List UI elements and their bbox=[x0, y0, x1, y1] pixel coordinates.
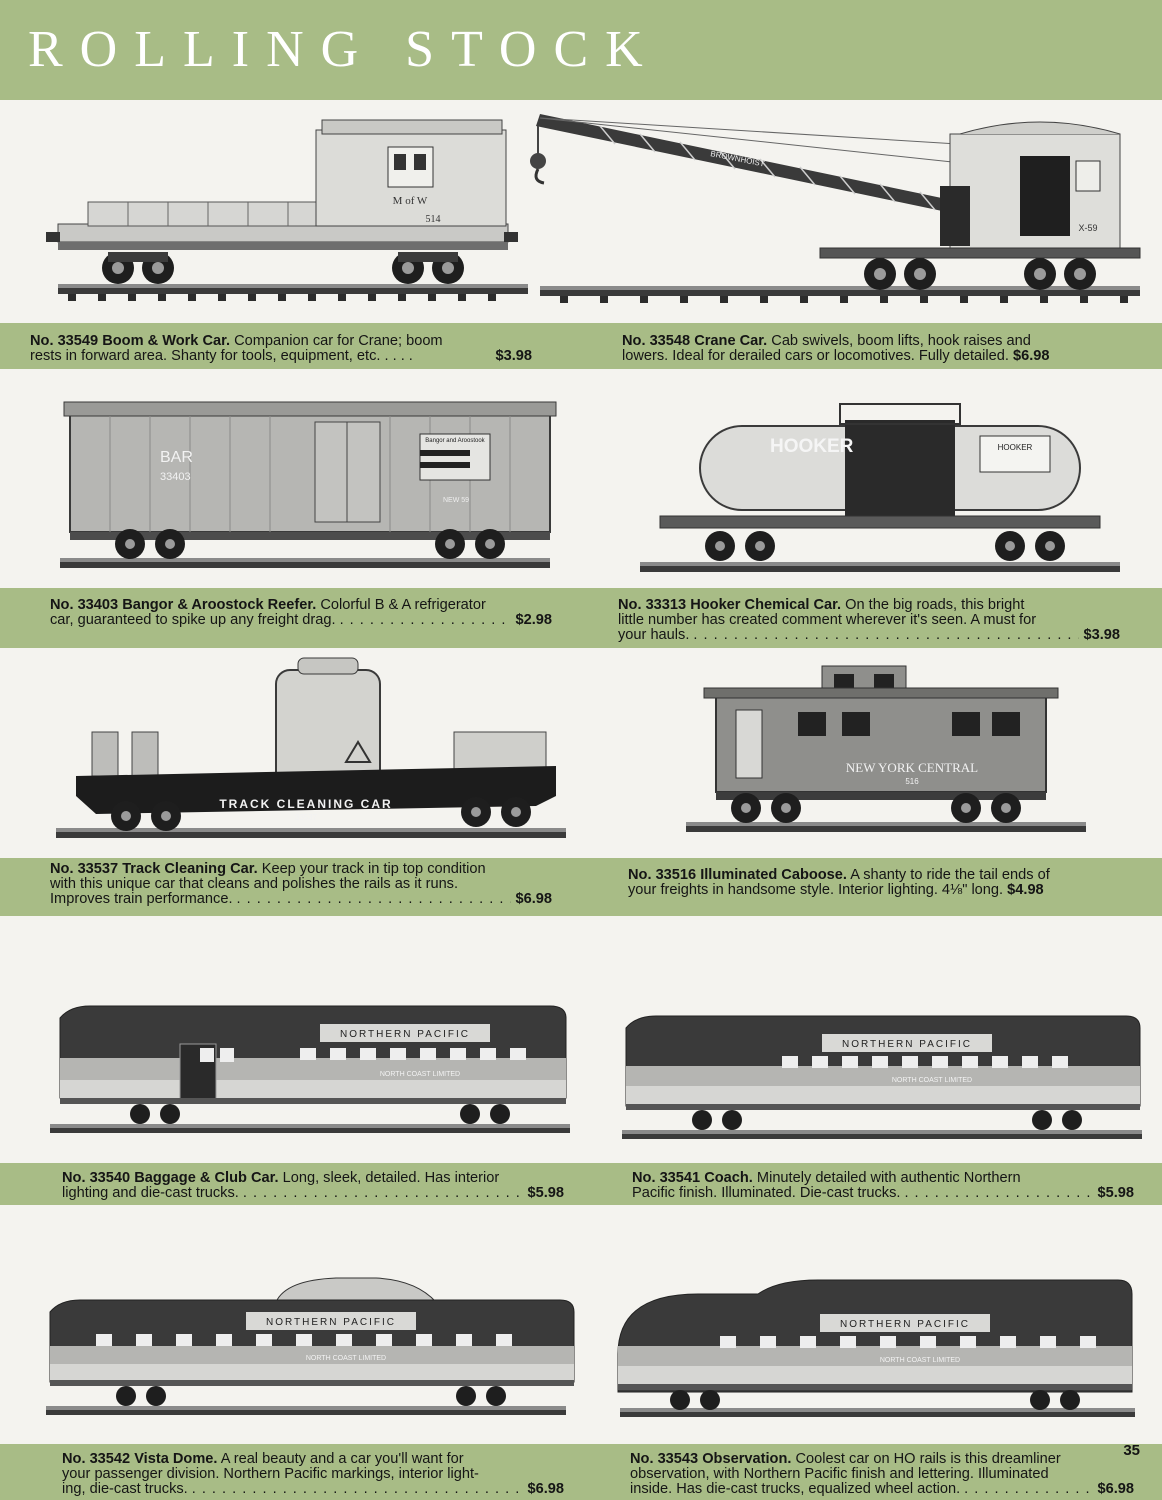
item-33542-title: No. 33542 Vista Dome. bbox=[62, 1451, 218, 1467]
hooker-tank-car-photo bbox=[620, 396, 1140, 586]
item-33540-text: Long, sleek, detailed. Has interior bbox=[282, 1170, 500, 1186]
caboose-road-text: NEW YORK CENTRAL bbox=[845, 760, 979, 775]
track-cleaning-car-photo bbox=[36, 656, 576, 852]
caboose-photo bbox=[676, 660, 1096, 850]
item-33516-text-2: your freights in handsome style. Interior lighting. 4⅛" long. bbox=[628, 882, 1004, 898]
item-33541-text: Minutely detailed with authentic Northern bbox=[756, 1170, 1021, 1186]
item-33543-title: No. 33543 Observation. bbox=[630, 1451, 792, 1467]
item-33543-price: $6.98 bbox=[1097, 1481, 1134, 1497]
item-33537-title: No. 33537 Track Cleaning Car. bbox=[50, 861, 258, 877]
item-33516-text: A shanty to ride the tail ends of bbox=[850, 867, 1050, 883]
boom-car-cab-text: M of W bbox=[392, 195, 428, 207]
caboose-number-text: 516 bbox=[905, 777, 919, 786]
crane-boom-text: BROWNHOIST bbox=[709, 149, 766, 169]
item-33548-text: Cab swivels, boom lifts, hook raises and bbox=[771, 333, 1031, 349]
item-33313-text-2: little number has created comment wherever it's seen. A must for bbox=[618, 612, 1037, 628]
item-33313-text-3: your hauls. bbox=[618, 627, 690, 643]
reefer-side-text: NEW 59 bbox=[442, 497, 470, 504]
item-33549-price: $3.98 bbox=[495, 348, 532, 364]
vista-dome-road-text: NORTHERN PACIFIC bbox=[266, 1317, 396, 1328]
item-33542-text: A real beauty and a car you'll want for bbox=[220, 1451, 464, 1467]
caption-33313 bbox=[618, 598, 1120, 643]
item-33313-title: No. 33313 Hooker Chemical Car. bbox=[618, 597, 842, 613]
observation-name-text: NORTH COAST LIMITED bbox=[879, 1357, 961, 1364]
tank-name-text: HOOKER bbox=[770, 436, 854, 457]
item-33549-title: No. 33549 Boom & Work Car. bbox=[30, 333, 231, 349]
caption-33537 bbox=[50, 862, 552, 907]
vista-dome-car-photo bbox=[36, 1272, 576, 1430]
caption-33542 bbox=[62, 1452, 564, 1497]
item-33543-text-3: inside. Has die-cast trucks, equalized wheel action. bbox=[630, 1481, 961, 1497]
item-33548-text-2: lowers. Ideal for derailed cars or locomotives. Fully detailed. bbox=[622, 348, 1009, 364]
reefer-road-text: BAR bbox=[160, 449, 193, 466]
item-33540-text-2: lighting and die-cast trucks. bbox=[62, 1185, 239, 1201]
baggage-car-road-text: NORTHERN PACIFIC bbox=[340, 1029, 470, 1040]
boom-car-number-text: 514 bbox=[425, 214, 441, 225]
item-33542-text-2: your passenger division. Northern Pacific markings, interior light- bbox=[62, 1466, 479, 1482]
caption-33549 bbox=[30, 334, 532, 364]
item-33313-text: On the big roads, this bright bbox=[845, 597, 1025, 613]
item-33403-text: Colorful B & A refrigerator bbox=[320, 597, 486, 613]
item-33541-title: No. 33541 Coach. bbox=[632, 1170, 753, 1186]
coach-car-photo bbox=[612, 1012, 1152, 1154]
item-33540-title: No. 33540 Baggage & Club Car. bbox=[62, 1170, 279, 1186]
coach-road-text: NORTHERN PACIFIC bbox=[842, 1039, 972, 1050]
item-33403-text-2: car, guaranteed to spike up any freight drag. bbox=[50, 612, 336, 628]
item-33516-title: No. 33516 Illuminated Caboose. bbox=[628, 867, 847, 883]
item-33537-text-3: Improves train performance. bbox=[50, 891, 233, 907]
caption-33548 bbox=[622, 334, 1124, 364]
item-33537-text: Keep your track in tip top condition bbox=[261, 861, 486, 877]
page-header bbox=[0, 0, 1162, 100]
observation-car-photo bbox=[610, 1274, 1140, 1432]
item-33549-text: Companion car for Crane; boom bbox=[234, 333, 443, 349]
item-33543-text-2: observation, with Northern Pacific finish and lettering. Illuminated bbox=[630, 1466, 1049, 1482]
page-title: ROLLING STOCK bbox=[28, 21, 660, 78]
item-33541-text-2: Pacific finish. Illuminated. Die-cast trucks. bbox=[632, 1185, 901, 1201]
item-33313-price: $3.98 bbox=[1083, 627, 1120, 643]
caption-33516 bbox=[628, 868, 1132, 898]
item-33541-price: $5.98 bbox=[1097, 1185, 1134, 1201]
baggage-club-car-photo bbox=[40, 1000, 580, 1150]
cleaning-car-number-text: 33537 bbox=[294, 813, 318, 822]
crane-car-photo bbox=[520, 106, 1156, 316]
item-33542-text-3: ing, die-cast trucks. bbox=[62, 1481, 188, 1497]
reefer-number-text: 33403 bbox=[160, 471, 191, 483]
item-33540-price: $5.98 bbox=[527, 1185, 564, 1201]
item-33537-text-2: with this unique car that cleans and polishes the rails as it runs. bbox=[50, 876, 459, 892]
reefer-car-photo bbox=[40, 392, 560, 582]
item-33537-price: $6.98 bbox=[515, 891, 552, 907]
item-33543-text: Coolest car on HO rails is this dreamliner bbox=[795, 1451, 1061, 1467]
crane-cab-text: X-59 bbox=[1078, 223, 1098, 233]
item-33516-price: $4.98 bbox=[1007, 882, 1044, 898]
boom-work-car-photo bbox=[38, 112, 538, 312]
caption-33403 bbox=[50, 598, 552, 628]
page-number: 35 bbox=[1123, 1442, 1140, 1459]
item-33549-text-2: rests in forward area. Shanty for tools, equipment, etc. . . . . bbox=[30, 348, 413, 364]
item-33542-price: $6.98 bbox=[527, 1481, 564, 1497]
observation-road-text: NORTHERN PACIFIC bbox=[840, 1319, 970, 1330]
item-33403-title: No. 33403 Bangor & Aroostock Reefer. bbox=[50, 597, 317, 613]
vista-dome-name-text: NORTH COAST LIMITED bbox=[305, 1355, 387, 1362]
caption-33541 bbox=[632, 1171, 1134, 1201]
caption-33543 bbox=[630, 1452, 1134, 1497]
reefer-herald-text: Bangor and Aroostook bbox=[425, 438, 485, 444]
coach-name-text: NORTH COAST LIMITED bbox=[891, 1077, 973, 1084]
cleaning-car-name-text: TRACK CLEANING CAR bbox=[219, 797, 393, 811]
tank-placard-text: HOOKER bbox=[997, 443, 1033, 452]
caption-33540 bbox=[62, 1171, 564, 1201]
item-33403-price: $2.98 bbox=[515, 612, 552, 628]
baggage-car-name-text: NORTH COAST LIMITED bbox=[379, 1071, 461, 1078]
item-33548-price: $6.98 bbox=[1012, 348, 1050, 364]
item-33548-title: No. 33548 Crane Car. bbox=[622, 333, 768, 349]
